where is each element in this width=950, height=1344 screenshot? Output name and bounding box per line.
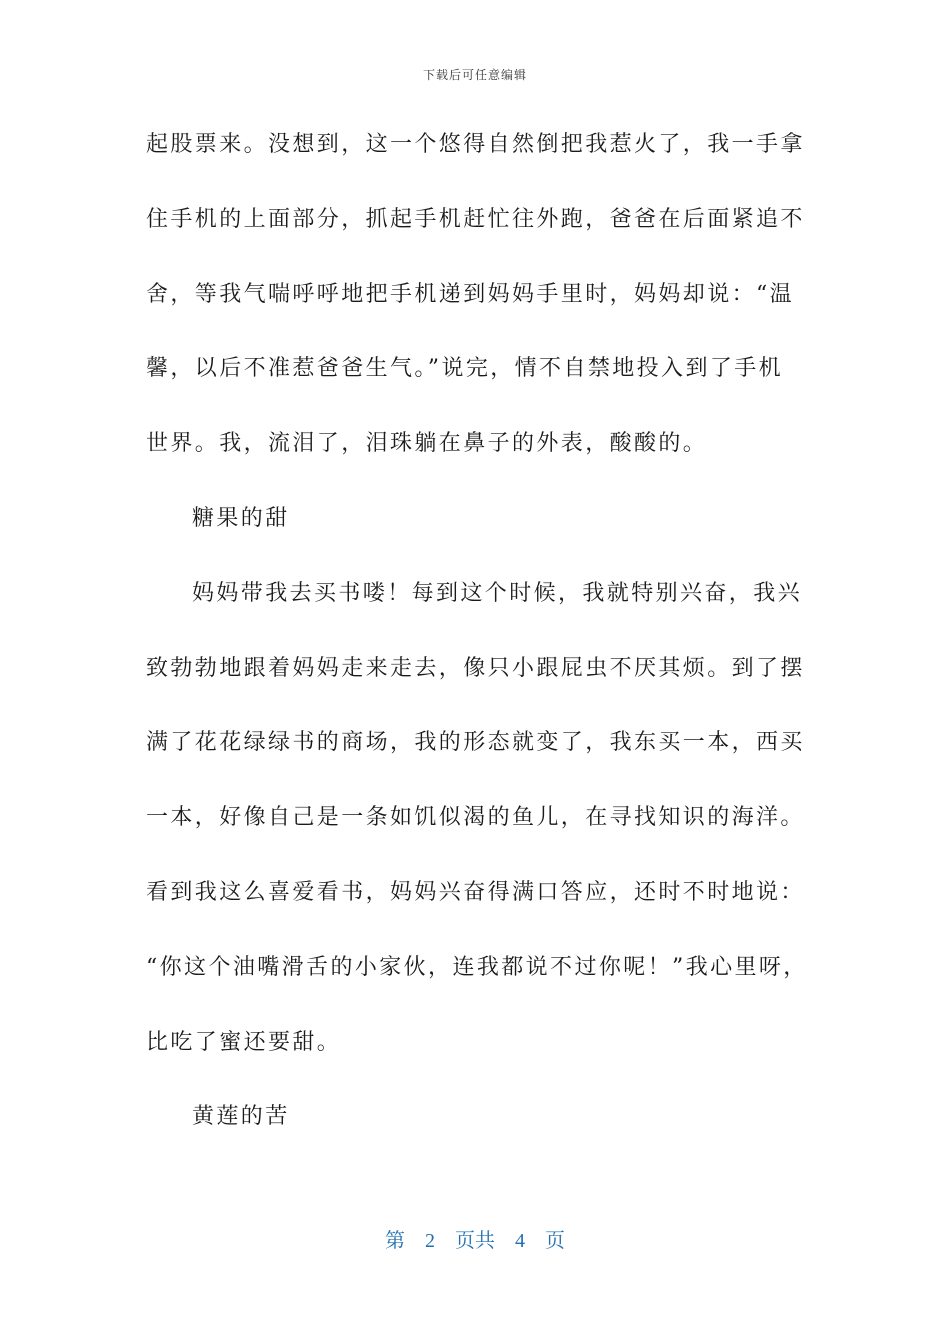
text-line: 馨，以后不准惹爸爸生气。”说完，情不自禁地投入到了手机 <box>146 356 784 382</box>
text-line: 致勃勃地跟着妈妈走来走去，像只小跟屁虫不厌其烦。到了摆 <box>146 655 805 681</box>
text-line: 住手机的上面部分，抓起手机赶忙往外跑，爸爸在后面紧追不 <box>146 206 805 232</box>
footer-prefix: 第 <box>385 1230 405 1252</box>
text-line: 世界。我，流泪了，泪珠躺在鼻子的外表，酸酸的。 <box>146 431 708 457</box>
total-pages-number: 4 <box>515 1230 525 1252</box>
page-footer <box>0 1224 950 1253</box>
text-line: 妈妈带我去买书喽！每到这个时候，我就特别兴奋，我兴 <box>192 580 803 606</box>
current-page-number: 2 <box>425 1230 435 1252</box>
section-heading: 糖果的甜 <box>192 505 290 531</box>
text-line: “你这个油嘴滑舌的小家伙，连我都说不过你呢！”我心里呀， <box>146 954 808 980</box>
page-header: 下载后可任意编辑 <box>422 68 527 82</box>
text-line: 舍，等我气喘呼呼地把手机递到妈妈手里时，妈妈却说：“温 <box>146 281 795 307</box>
text-line: 比吃了蜜还要甜。 <box>146 1029 342 1055</box>
text-line: 满了花花绿绿书的商场，我的形态就变了，我东买一本，西买 <box>146 730 805 756</box>
footer-suffix: 页 <box>545 1230 565 1252</box>
footer-middle: 页共 <box>455 1230 495 1252</box>
text-line: 看到我这么喜爱看书，妈妈兴奋得满口答应，还时不时地说： <box>146 879 805 905</box>
text-line: 起股票来。没想到，这一个悠得自然倒把我惹火了，我一手拿 <box>146 132 805 157</box>
section-heading: 黄莲的苦 <box>192 1104 290 1130</box>
text-line: 一本，好像自己是一条如饥似渴的鱼儿，在寻找知识的海洋。 <box>146 805 805 831</box>
document-body <box>146 120 806 1167</box>
